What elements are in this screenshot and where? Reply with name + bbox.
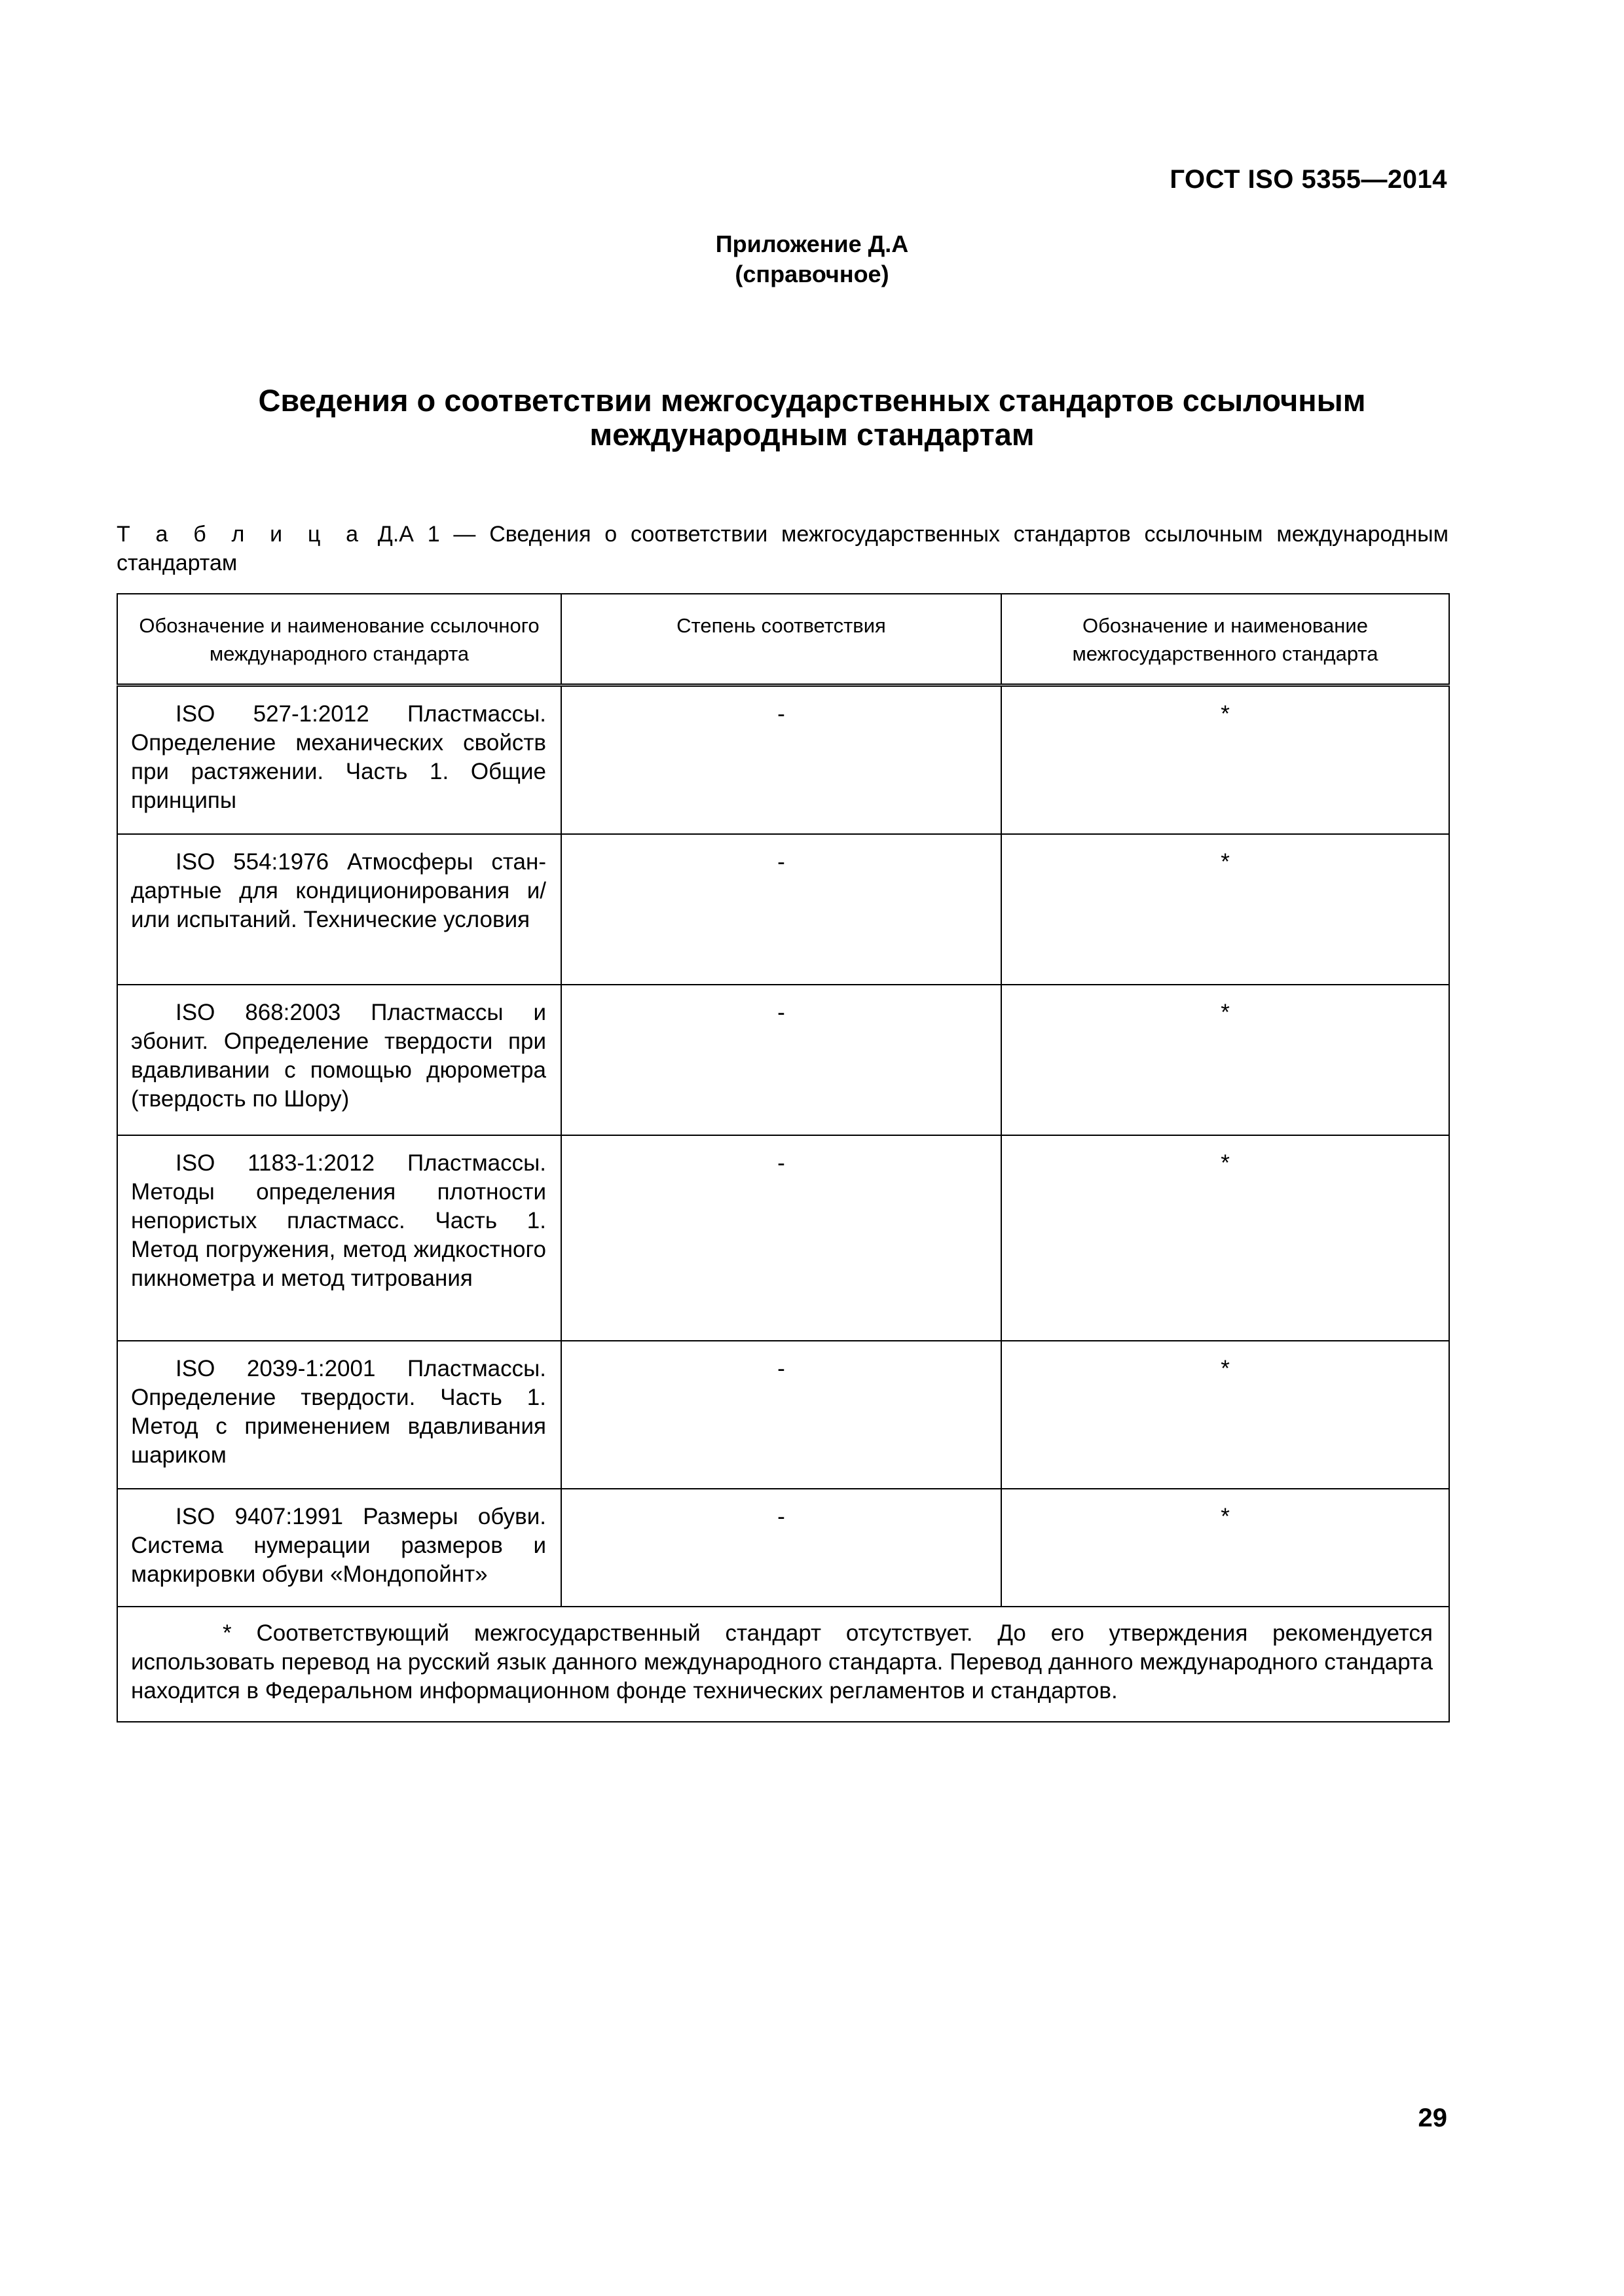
table-row [117, 1489, 1449, 1607]
document-code: ГОСТ ISO 5355—2014 [1170, 165, 1447, 194]
cell-national-standard: * [1001, 685, 1449, 835]
table-row [117, 1341, 1449, 1489]
appendix-heading [0, 229, 1624, 289]
cell-degree: - [561, 1489, 1001, 1607]
cell-ref-standard: ISO 554:1976 Атмосферы стан-дартные для кондиционирования и/или испытаний. Технические условия [117, 834, 561, 985]
cell-national-standard: * [1001, 1135, 1449, 1341]
cell-degree: - [561, 985, 1001, 1135]
cell-degree: - [561, 685, 1001, 835]
cell-ref-standard: ISO 2039-1:2001 Пластмассы. Определение твердости. Часть 1. Метод с применением вдавливания шариком [117, 1341, 561, 1489]
cell-ref-standard: ISO 1183-1:2012 Пластмассы. Методы определения плотности непористых пластмасс. Часть 1. Метод погружения, метод жидкостного пикнометра и метод титрования [117, 1135, 561, 1341]
table-footnote-row [117, 1607, 1449, 1722]
table-row [117, 685, 1449, 835]
correspondence-table [117, 593, 1450, 1722]
cell-ref-standard: ISO 868:2003 Пластмассы и эбонит. Определение твердости при вдавливании с помощью дюрометра (твердость по Шору) [117, 985, 561, 1135]
appendix-label: Приложение Д.А [715, 230, 909, 257]
cell-national-standard: * [1001, 1489, 1449, 1607]
cell-degree: - [561, 834, 1001, 985]
cell-degree: - [561, 1135, 1001, 1341]
header-degree: Степень соответствия [561, 594, 1001, 685]
table-caption-prefix: Т а б л и ц а [117, 522, 365, 547]
cell-ref-standard: ISO 527-1:2012 Пластмассы. Определение механических свойств при растяжении. Часть 1. Общие принципы [117, 685, 561, 835]
table-caption-text: Д.А 1 — Сведения о соответствии межгосударственных стандартов ссылочным международным стандартам [117, 522, 1449, 575]
table-row [117, 834, 1449, 985]
page-number: 29 [1418, 2104, 1447, 2132]
cell-ref-standard: ISO 9407:1991 Размеры обуви. Система нумерации размеров и маркировки обуви «Мондопойнт» [117, 1489, 561, 1607]
table-row [117, 1135, 1449, 1341]
cell-national-standard: * [1001, 1341, 1449, 1489]
cell-national-standard: * [1001, 834, 1449, 985]
table-row [117, 985, 1449, 1135]
table-caption [117, 520, 1449, 577]
table-footnote: * Соответствующий межгосударственный стандарт отсутствует. До его утверждения рекомендуется использовать перевод на русский язык данного международного стандарта. Перевод данного международного стандарта находится в Федеральном информационном фонде технических регламентов и стандартов. [117, 1607, 1449, 1722]
cell-national-standard: * [1001, 985, 1449, 1135]
header-national-standard: Обозначение и наименование межгосударственного стандарта [1001, 594, 1449, 685]
page-title: Сведения о соответствии межгосударственных стандартов ссылочным международным стандартам [258, 383, 1366, 452]
appendix-type: (справочное) [735, 261, 889, 287]
header-ref-standard: Обозначение и наименование ссылочного международного стандарта [117, 594, 561, 685]
cell-degree: - [561, 1341, 1001, 1489]
table-header-row [117, 594, 1449, 685]
